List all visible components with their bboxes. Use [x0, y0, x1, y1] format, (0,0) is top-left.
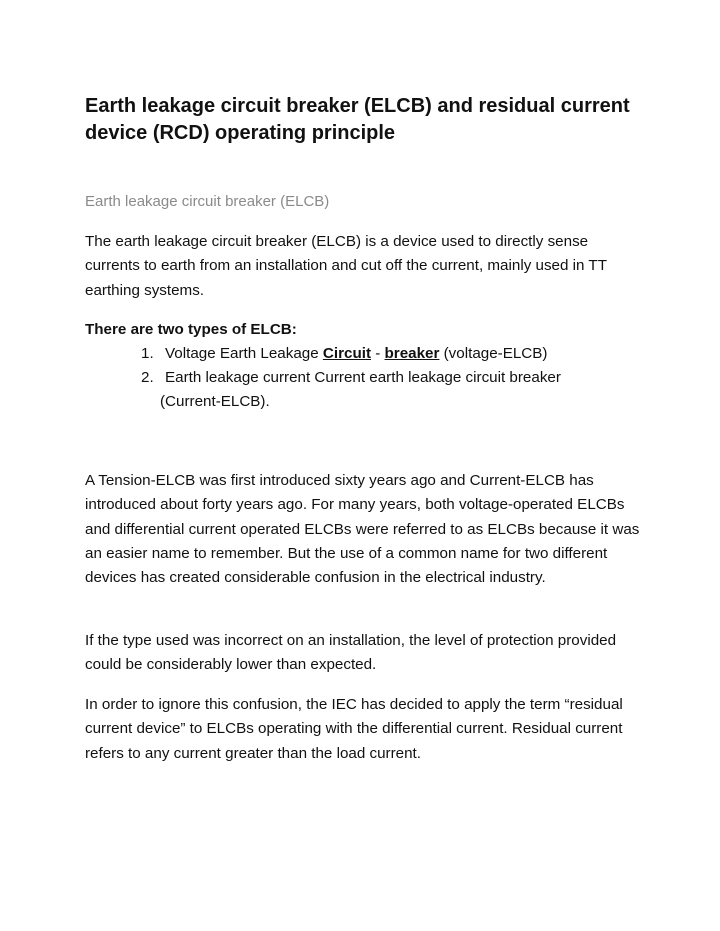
iec-paragraph: In order to ignore this confusion, the IEC has decided to apply the term “residual current device” to ELCBs operating with the differential current. Residual current refers to any current greater than the load current. [85, 696, 623, 762]
elcb-types-list [85, 342, 645, 414]
circuit-link[interactable]: Circuit [322, 345, 372, 362]
section-subtitle: Earth leakage circuit breaker (ELCB) [85, 193, 330, 210]
history-paragraph: A Tension-ELCB was first introduced sixty years ago and Current-ELCB has introduced about forty years ago. For many years, both voltage-operated ELCBs and differential current operated ELCBs were referred to as ELCBs because it was an easier name to remember. But the use of a common name for two different devices has created considerable confusion in the electrical industry. [85, 472, 640, 587]
types-heading: There are two types of ELCB: [85, 321, 297, 338]
list-item [85, 366, 645, 414]
list-item-prefix: Voltage Earth Leakage [165, 345, 323, 362]
list-item-continuation: (Current-ELCB). [160, 393, 270, 410]
page-title: Earth leakage circuit breaker (ELCB) and residual current device (RCD) operating principle [85, 95, 630, 144]
protection-paragraph: If the type used was incorrect on an installation, the level of protection provided could be considerably lower than expected. [85, 632, 617, 674]
list-number: 1. [141, 345, 154, 362]
list-number: 2. [141, 369, 154, 386]
list-item-text: Earth leakage current Current earth leakage circuit breaker [165, 369, 561, 386]
list-item-separator: - [371, 345, 385, 362]
intro-paragraph: The earth leakage circuit breaker (ELCB) is a device used to directly sense currents to earth from an installation and cut off the current, mainly used in TT earthing systems. [85, 233, 607, 299]
list-item-suffix: (voltage-ELCB) [439, 345, 548, 362]
breaker-link[interactable]: breaker [384, 345, 440, 362]
list-item [85, 342, 645, 366]
